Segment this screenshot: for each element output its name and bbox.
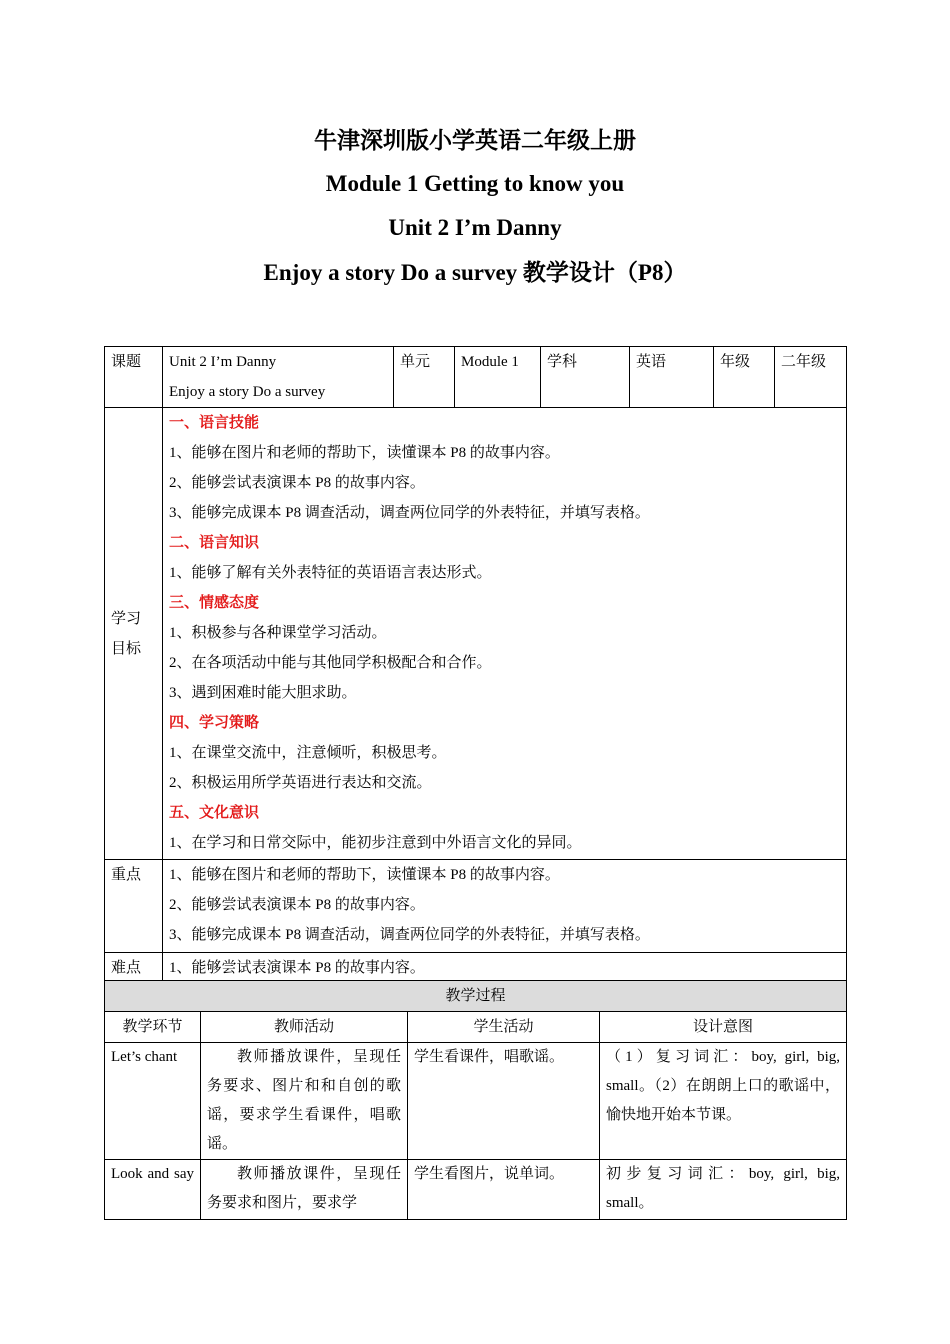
- doc-title-line2: Module 1 Getting to know you: [325, 171, 625, 196]
- student-activity-cell: 学生看课件，唱歌谣。: [408, 1043, 600, 1160]
- grade-value-cell: 二年级: [775, 347, 847, 408]
- objective-item: 1、能够在图片和老师的帮助下，读懂课本 P8 的故事内容。: [169, 445, 560, 461]
- topic-line2: Enjoy a story Do a survey: [169, 384, 326, 400]
- teacher-activity-cell: 教师播放课件，呈现任务要求、图片和和自创的歌谣，要求学生看课件，唱歌谣。: [201, 1043, 408, 1160]
- objective-section-title: 三、情感态度: [169, 595, 260, 611]
- table-row: [105, 1043, 847, 1160]
- key-points-content-cell: [163, 860, 847, 953]
- objective-item: 3、能够完成课本 P8 调查活动，调查两位同学的外表特征，并填写表格。: [169, 505, 650, 521]
- lesson-info-table: [104, 346, 847, 984]
- key-points-label-cell: 重点: [105, 860, 163, 953]
- objective-item: 3、遇到困难时能大胆求助。: [169, 685, 357, 701]
- subject-label-cell: 学科: [541, 347, 630, 408]
- objectives-label-cell: 学习 目标: [105, 408, 163, 860]
- topic-value-cell: [163, 347, 394, 408]
- key-point-item: 3、能够完成课本 P8 调查活动，调查两位同学的外表特征，并填写表格。: [169, 927, 650, 943]
- objective-section-title: 四、学习策略: [169, 715, 260, 731]
- design-intent-cell: （1）复习词汇：boy, girl, big, small。（2）在朗朗上口的歌谣中，愉快地开始本节课。: [600, 1043, 847, 1160]
- objective-section-title: 二、语言知识: [169, 535, 260, 551]
- design-intent-cell: 初步复习词汇：boy, girl, big, small。: [600, 1160, 847, 1220]
- column-header-stage: 教学环节: [105, 1012, 201, 1043]
- student-activity-cell: 学生看图片，说单词。: [408, 1160, 600, 1220]
- grade-label-cell: 年级: [714, 347, 775, 408]
- column-header-intent: 设计意图: [600, 1012, 847, 1043]
- difficulty-content-cell: [163, 953, 847, 984]
- objective-item: 2、能够尝试表演课本 P8 的故事内容。: [169, 475, 425, 491]
- topic-label-cell: 课题: [105, 347, 163, 408]
- unit-label-cell: 单元: [394, 347, 455, 408]
- column-header-teacher: 教师活动: [201, 1012, 408, 1043]
- difficulty-item: 1、能够尝试表演课本 P8 的故事内容。: [169, 960, 425, 976]
- table-row: [105, 1160, 847, 1220]
- key-point-item: 2、能够尝试表演课本 P8 的故事内容。: [169, 897, 425, 913]
- objective-item: 1、在课堂交流中，注意倾听，积极思考。: [169, 745, 447, 761]
- objective-section-title: 五、文化意识: [169, 805, 260, 821]
- doc-title-line3: Unit 2 I’m Danny: [388, 215, 562, 240]
- process-title: 教学过程: [105, 981, 847, 1012]
- objective-section-title: 一、语言技能: [169, 415, 260, 431]
- objective-item: 2、在各项活动中能与其他同学积极配合和合作。: [169, 655, 492, 671]
- stage-cell: Look and say: [105, 1160, 201, 1220]
- key-point-item: 1、能够在图片和老师的帮助下，读懂课本 P8 的故事内容。: [169, 867, 560, 883]
- objective-item: 1、在学习和日常交际中，能初步注意到中外语言文化的异同。: [169, 835, 582, 851]
- difficulty-label-cell: 难点: [105, 953, 163, 984]
- stage-cell: Let’s chant: [105, 1043, 201, 1160]
- unit-value-cell: Module 1: [455, 347, 541, 408]
- column-header-student: 学生活动: [408, 1012, 600, 1043]
- doc-title-line1: 牛津深圳版小学英语二年级上册: [314, 128, 636, 153]
- objective-item: 1、能够了解有关外表特征的英语语言表达形式。: [169, 565, 492, 581]
- objectives-content-cell: [163, 408, 847, 860]
- objective-item: 2、积极运用所学英语进行表达和交流。: [169, 775, 432, 791]
- subject-value-cell: 英语: [630, 347, 714, 408]
- doc-title-line4: Enjoy a story Do a survey 教学设计（P8）: [263, 260, 687, 285]
- topic-line1: Unit 2 I’m Danny: [169, 354, 277, 370]
- objective-item: 1、积极参与各种课堂学习活动。: [169, 625, 387, 641]
- teacher-activity-cell: 教师播放课件，呈现任务要求和图片，要求学: [201, 1160, 408, 1220]
- teaching-process-table: [104, 980, 847, 1220]
